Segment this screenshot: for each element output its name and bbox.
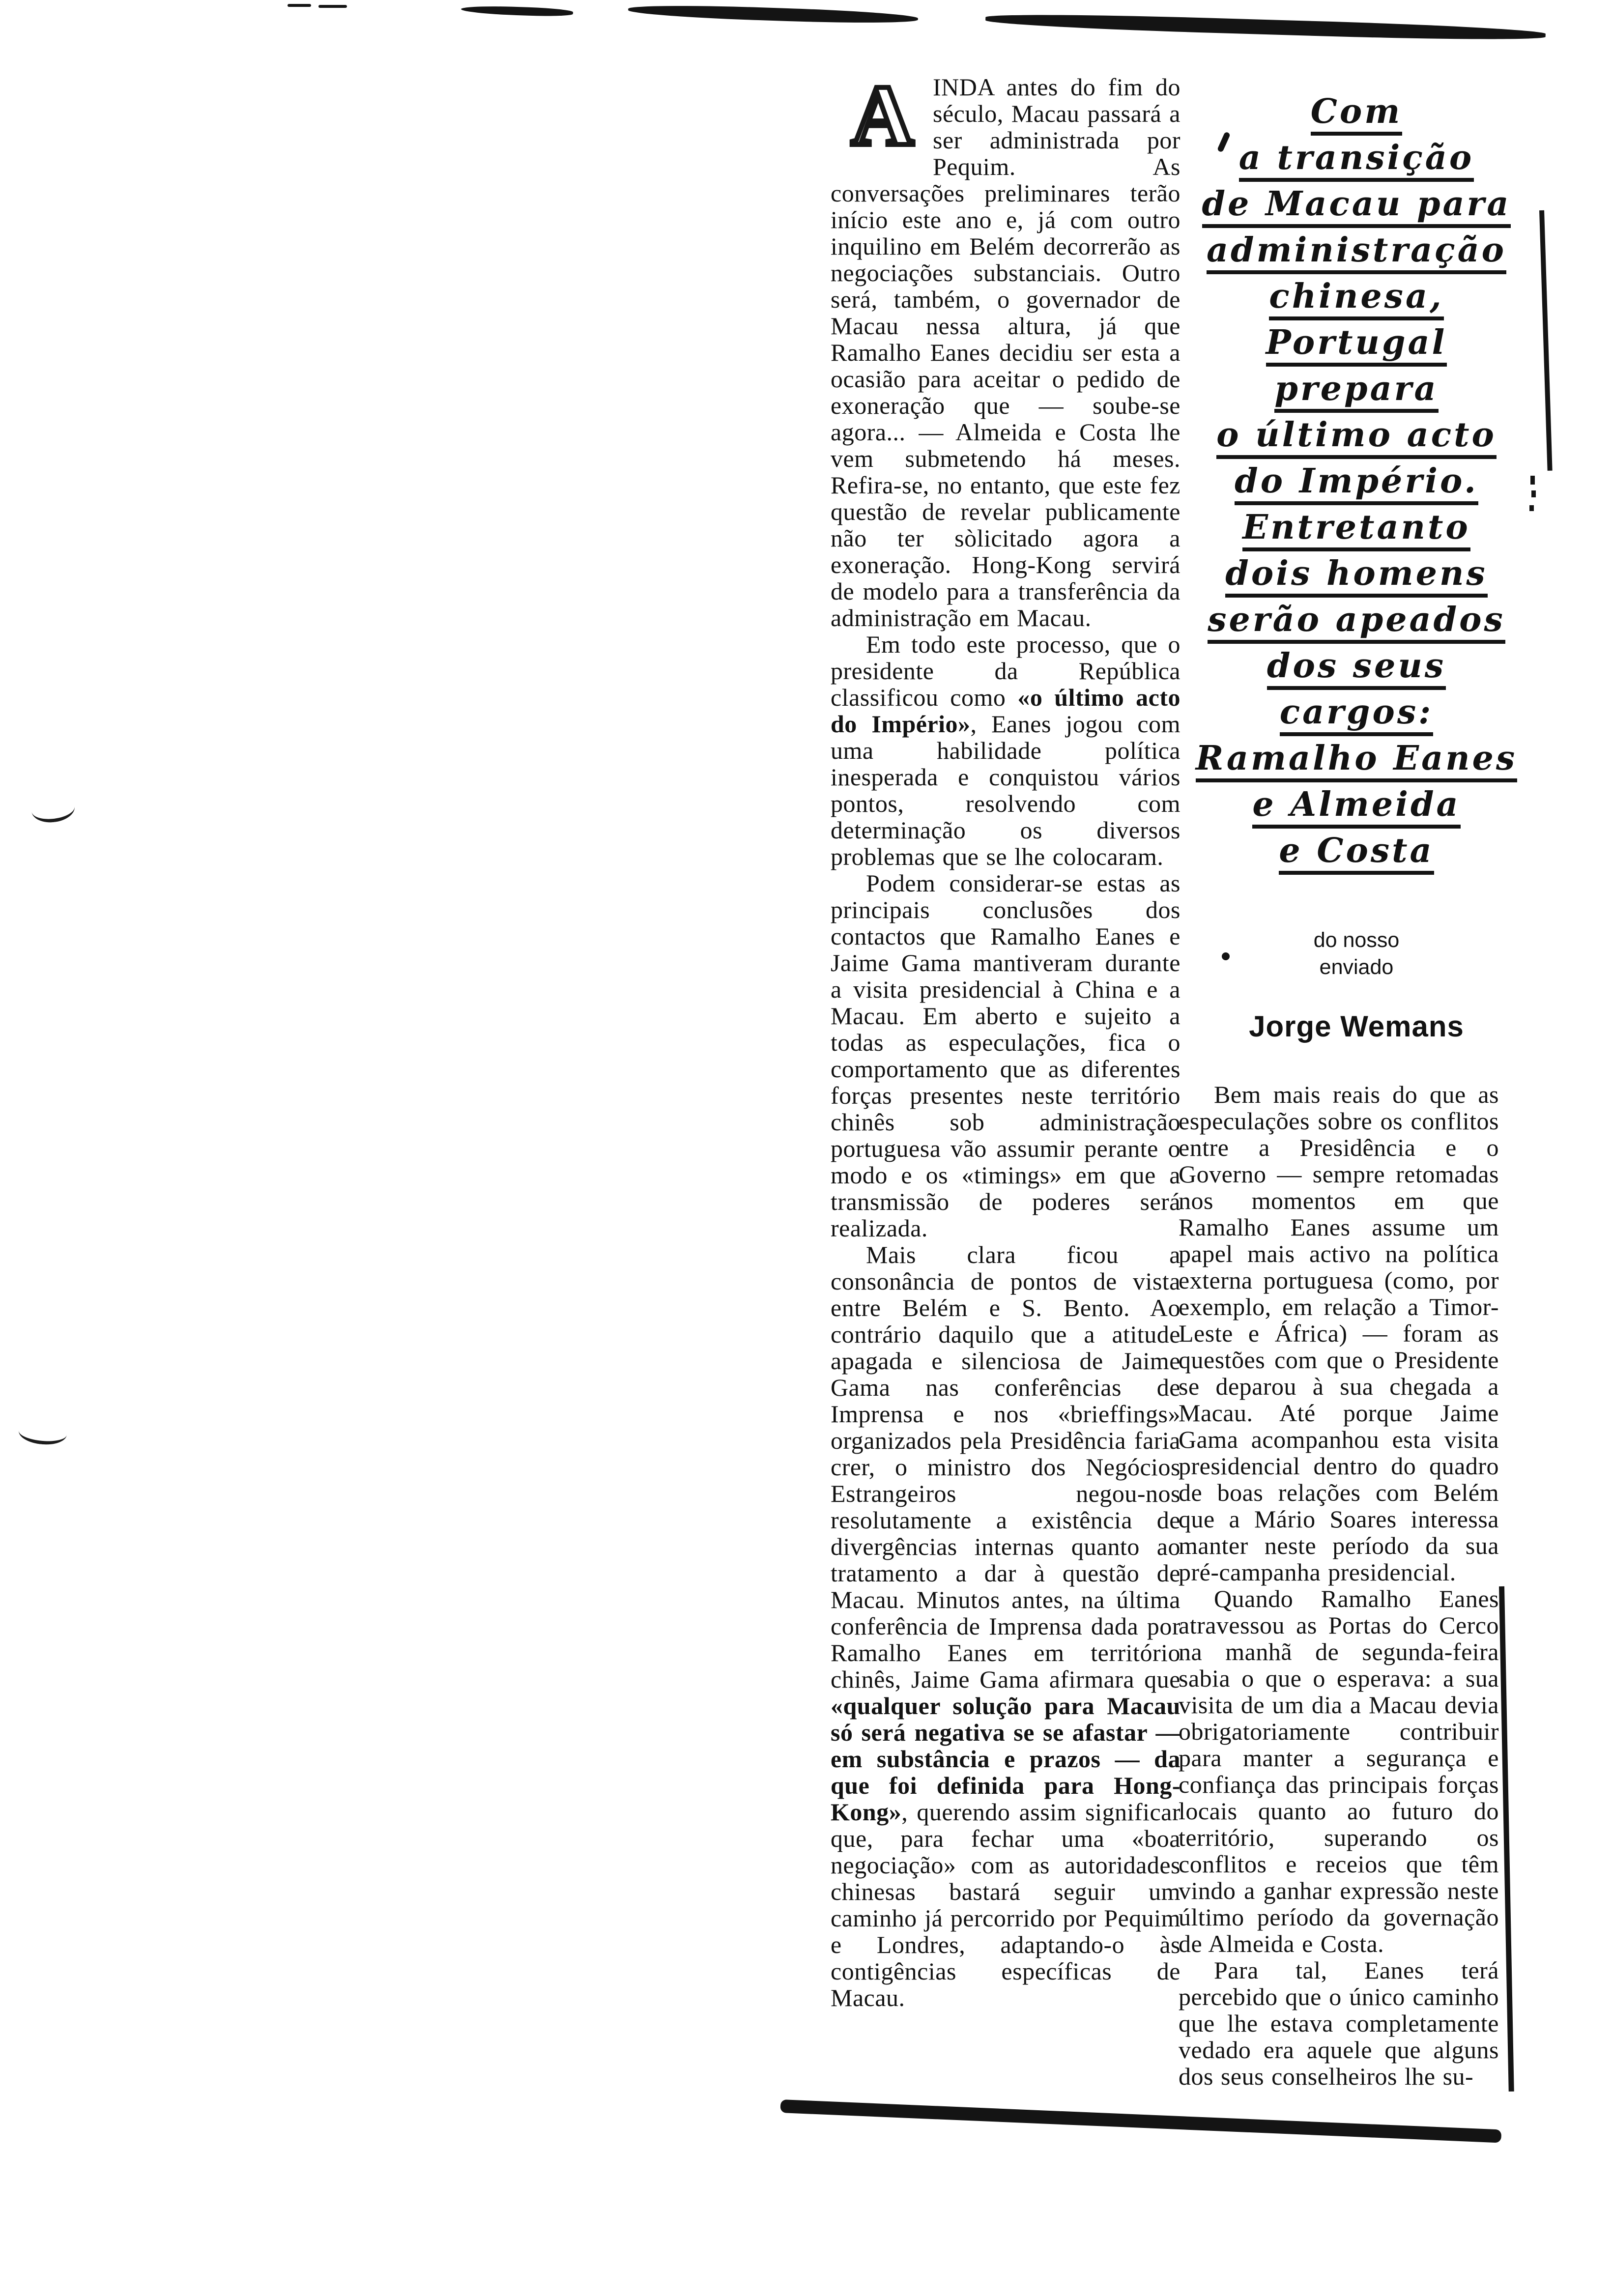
headline-line bbox=[1184, 550, 1528, 597]
headline bbox=[1184, 88, 1528, 874]
scan-streak-artifact bbox=[288, 4, 311, 7]
paragraph bbox=[1179, 1081, 1499, 1585]
byline bbox=[1184, 927, 1528, 1043]
paragraph bbox=[831, 74, 1180, 631]
headline-line-text: do Império. bbox=[1235, 461, 1478, 505]
headline-line bbox=[1184, 227, 1528, 273]
text-run: , querendo assim significar que, para fechar uma «boa negociação» com as autoridades chinesas bastará seguir um caminho já percorrido por Pequim e Londres, adaptando-o às contigências específicas de Macau. bbox=[831, 1798, 1180, 2011]
margin-pen-mark bbox=[18, 1419, 68, 1446]
headline-line bbox=[1184, 597, 1528, 643]
byline-kicker-line: enviado bbox=[1319, 955, 1394, 979]
byline-kicker bbox=[1184, 927, 1528, 981]
text-run: Para tal, Eanes terá percebido que o único caminho que lhe estava completamente vedado era aquele que alguns dos seus conselheiros lhe su- bbox=[1179, 1956, 1499, 2090]
headline-line-text: Ramalho Eanes bbox=[1196, 739, 1517, 782]
text-run: , Eanes jogou com uma habilidade política inesperada e conquistou vários pontos, resolvendo com determinação os diversos problemas que se lhe colocaram. bbox=[831, 710, 1180, 870]
headline-line bbox=[1184, 458, 1528, 504]
headline-line bbox=[1184, 504, 1528, 550]
headline-line-text: Com bbox=[1311, 92, 1402, 136]
scan-streak-artifact bbox=[318, 5, 347, 8]
text-run: INDA antes do fim do século, Macau passará a ser administrada por Pequim. As conversações preliminares terão início este ano e, já com outro inquilino em Belém decorrerão as negociações substanciais. Outro será, também, o governador de Macau nessa altura, já que Ramalho Eanes decidiu ser esta a ocasião para aceitar o pedido de exoneração que — soube-se agora... — Almeida e Costa lhe vem submetendo há meses. Refira-se, no entanto, que este fez questão de revelar publicamente não ter sòlicitado agora a exoneração. Hong-Kong servirá de modelo para a transferência da administração em Macau. bbox=[831, 74, 1180, 631]
text-run: Podem considerar-se estas as principais conclusões dos contactos que Ramalho Eanes e Jaime Gama mantiveram durante a visita presidencial à China e a Macau. Em aberto e sujeito a todas as especulações, fica o comportamento que as diferentes forças presentes neste território chinês sob administração portuguesa vão assumir perante o modo e os «timings» em que a transmissão de poderes será realizada. bbox=[831, 869, 1180, 1242]
byline-kicker-line: do nosso bbox=[1313, 928, 1400, 952]
drop-cap: A bbox=[851, 74, 914, 164]
scan-streak-artifact bbox=[628, 3, 919, 26]
headline-line-text: Entretanto bbox=[1242, 508, 1470, 551]
headline-line bbox=[1184, 135, 1528, 181]
article-bottom-rule bbox=[780, 2099, 1501, 2143]
headline-line-text: cargos: bbox=[1280, 692, 1434, 736]
headline-line bbox=[1184, 181, 1528, 227]
paragraph bbox=[1179, 1585, 1499, 1957]
text-run: Em todo este processo, que o presidente da República classificou como bbox=[831, 631, 1180, 711]
headline-line bbox=[1184, 319, 1528, 366]
text-run: «o último acto do Império» bbox=[831, 684, 1180, 738]
headline-line-text: dois homens bbox=[1225, 554, 1487, 598]
headline-line bbox=[1184, 88, 1528, 135]
column-rule-top-right bbox=[1539, 210, 1553, 471]
text-run: Bem mais reais do que as especulações sobre os conflitos entre a Presidência e o Governo — sempre retomadas nos momentos em que Ramalho Eanes assume um papel mais activo na política externa portuguesa (como, por exemplo, em relação a Timor-Leste e África) — foram as questões com que o Presidente se deparou à sua chegada a Macau. Até porque Jaime Gama acompanhou esta visita presidencial dentro do quadro de boas relações com Belém que a Mário Soares interessa manter neste período da sua pré-campanha presidencial. bbox=[1179, 1081, 1499, 1586]
text-run: «qualquer solução para Macau só será negativa se se afastar — em substância e prazos — da que foi definida para Hong-Kong» bbox=[831, 1692, 1180, 1826]
headline-line bbox=[1184, 689, 1528, 735]
headline-line bbox=[1184, 366, 1528, 412]
body-column-left bbox=[831, 74, 1180, 2103]
headline-line-text: e Almeida bbox=[1252, 785, 1460, 829]
rule-tick-artifact bbox=[1529, 505, 1534, 511]
headline-line-text: prepara bbox=[1274, 369, 1438, 413]
byline-bullet-dot bbox=[1222, 952, 1230, 960]
headline-line-text: serão apeados bbox=[1208, 600, 1505, 644]
rule-tick-artifact bbox=[1531, 490, 1536, 497]
headline-line-text: a transição bbox=[1239, 138, 1474, 182]
headline-line bbox=[1184, 781, 1528, 828]
rule-tick-artifact bbox=[1530, 476, 1535, 485]
headline-line-text: de Macau para bbox=[1202, 184, 1511, 228]
headline-line bbox=[1184, 412, 1528, 458]
text-run: Quando Ramalho Eanes atravessou as Portas do Cerco na manhã de segunda-feira sabia o que o esperava: a sua visita de um dia a Macau devia obrigatoriamente contribuir para manter a segurança e confiança das principais forças locais quanto ao futuro do território, superando os conflitos e receios que têm vindo a ganhar expressão neste último período da governação de Almeida e Costa. bbox=[1179, 1585, 1499, 1957]
headline-line bbox=[1184, 273, 1528, 319]
text-run: Mais clara ficou a consonância de pontos de vista entre Belém e S. Bento. Ao contrário daquilo que a atitude apagada e silenciosa de Jaime Gama nas conferências de Imprensa e nos «brieffings» organizados pela Presidência faria crer, o ministro dos Negócios Estrangeiros negou-nos resolutamente a existência de divergências internas quanto ao tratamento a dar à questão de Macau. Minutos antes, na última conferência de Imprensa dada por Ramalho Eanes em território chinês, Jaime Gama afirmara que bbox=[831, 1241, 1180, 1693]
paragraph bbox=[831, 631, 1180, 870]
headline-line-text: administração bbox=[1207, 230, 1506, 274]
headline-line-text: o último acto bbox=[1216, 415, 1497, 459]
scan-streak-artifact bbox=[461, 5, 573, 17]
margin-pen-mark bbox=[30, 794, 76, 825]
headline-line-text: Portugal bbox=[1266, 323, 1447, 367]
paragraph bbox=[831, 1241, 1180, 2011]
headline-line bbox=[1184, 828, 1528, 874]
headline-line-text: dos seus bbox=[1267, 646, 1446, 690]
paragraph bbox=[831, 870, 1180, 1241]
paragraph bbox=[1179, 1957, 1499, 2090]
headline-line-text: chinesa, bbox=[1269, 277, 1443, 320]
body-column-right bbox=[1179, 1081, 1499, 2101]
headline-line bbox=[1184, 643, 1528, 689]
scan-streak-artifact bbox=[985, 11, 1546, 43]
byline-author: Jorge Wemans bbox=[1249, 1010, 1464, 1043]
column-rule-bottom-right bbox=[1499, 1586, 1514, 2092]
headline-line-text: e Costa bbox=[1279, 831, 1434, 875]
headline-line bbox=[1184, 735, 1528, 781]
